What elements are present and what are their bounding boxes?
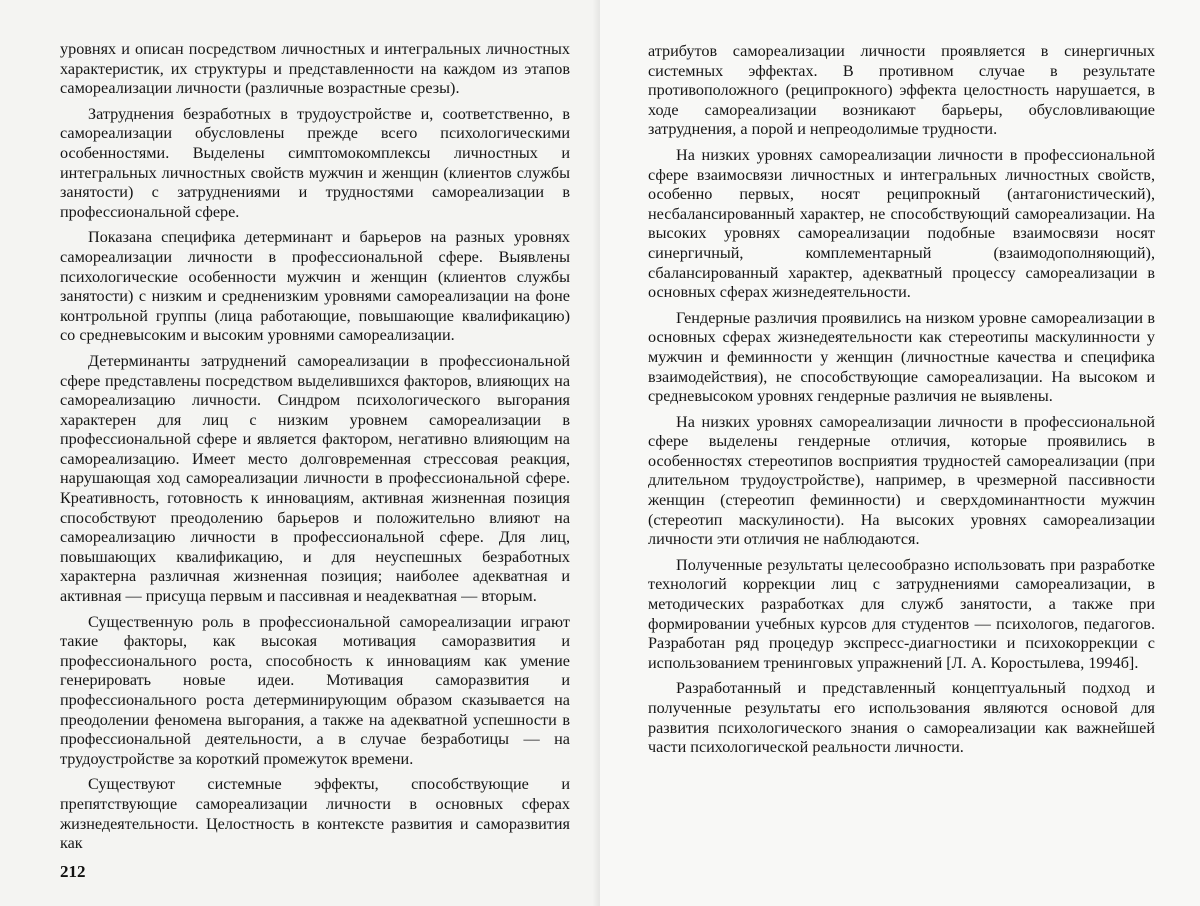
page-number: 212 [60,862,86,881]
paragraph: На низких уровнях самореализации личности в профессиональной сфере выделены гендерные отличия, которые проявились в особенностях стереотипов восприятия трудностей самореализации (при длительном трудоустройстве), например, в чрезмерной пассивности женщин (стереотип феминности) и сверхдоминантности мужчин (стереотип маскулиности). На высоких уровнях самореализации личности эти отличия не наблюдаются. [648,412,1155,549]
paragraph: Разработанный и представленный концептуальный подход и полученные результаты его использования являются основой для развития психологического знания о самореализации как важнейшей части психологической реальности личности. [648,679,1155,757]
paragraph: На низких уровнях самореализации личности в профессиональной сфере взаимосвязи личностных и интегральных личностных свойств, особенно первых, носят реципрокный (антагонистический), несбалансированный характер, не способствующий самореализации. На высоких уровнях самореализации подобные взаимосвязи носят синергичный, комплементарный (взаимодополняющий), сбалансированный характер, адекватный процессу самореализации в основных сферах жизнедеятельности. [648,145,1155,302]
right-page [600,0,1200,906]
paragraph: Существуют системные эффекты, способствующие и препятствующие самореализации личности в основных сферах жизнедеятельности. Целостность в контексте развития и саморазвития как [60,775,570,853]
right-text-column [648,42,1155,764]
paragraph: Полученные результаты целесообразно использовать при разработке технологий коррекции лиц с затруднениями самореализации, в методических разработках для служб занятости, а также при формировании учебных курсов для студентов — психологов, педагогов. Разработан ряд процедур экспресс-диагностики и психокоррекции с использованием тренинговых упражнений [Л. А. Коростылева, 1994б]. [648,555,1155,672]
paragraph: Существенную роль в профессиональной самореализации играют такие факторы, как высокая мотивация саморазвития и профессионального роста, способность к инновациям как умение генерировать новые идеи. Мотивация саморазвития и профессионального роста детерминирующим образом сказывается на преодолении феномена выгорания, а также на адекватной успешности в профессиональной деятельности, а в случае безработицы — на трудоустройстве за короткий промежуток времени. [60,612,570,768]
paragraph: Затруднения безработных в трудоустройстве и, соответственно, в самореализации обусловлены прежде всего психологическими особенностями. Выделены симптомокомплексы личностных и интегральных личностных свойств мужчин и женщин (клиентов службы занятости) с затруднениями и трудностями самореализации в профессиональной сфере. [60,104,570,221]
left-text-column [60,40,570,860]
paragraph: Детерминанты затруднений самореализации в профессиональной сфере представлены посредством выделившихся факторов, влияющих на самореализацию личности. Синдром психологического выгорания характерен для лиц с низким уровнем самореализации в профессиональной сфере и является фактором, негативно влияющим на самореализацию. Имеет место долговременная стрессовая реакция, нарушающая ход самореализации личности в профессиональной сфере. Креативность, готовность к инновациям, активная жизненная позиция способствуют преодолению барьеров и положительно влияют на самореализацию личности в профессиональной сфере. Для лиц, повышающих квалификацию, и для неуспешных безработных характерна различная жизненная позиция; наиболее адекватная и активная — присуща первым и пассивная и неадекватная — вторым. [60,351,570,606]
paragraph: атрибутов самореализации личности проявляется в синергичных системных эффектах. В противном случае в результате противоположного (реципрокного) эффекта целостность нарушается, в ходе самореализации возникают барьеры, обусловливающие затруднения, а порой и непреодолимые трудности. [648,42,1155,139]
paragraph: уровнях и описан посредством личностных и интегральных личностных характеристик, их структуры и представленности на каждом из этапов самореализации личности (различные возрастные срезы). [60,40,570,98]
paragraph: Гендерные различия проявились на низком уровне самореализации в основных сферах жизнедеятельности как стереотипы маскулинности у мужчин и феминности у женщин (личностные качества и специфика взаимодействия), не способствующие самореализации. На высоком и средневысоком уровнях гендерные различия не выявлены. [648,308,1155,406]
paragraph: Показана специфика детерминант и барьеров на разных уровнях самореализации личности в профессиональной сфере. Выявлены психологические особенности мужчин и женщин (клиентов службы занятости) с низким и средненизким уровнями самореализации на фоне контрольной группы (лица работающие, повышающие квалификацию) со средневысоким и высоким уровнями самореализации. [60,228,570,345]
